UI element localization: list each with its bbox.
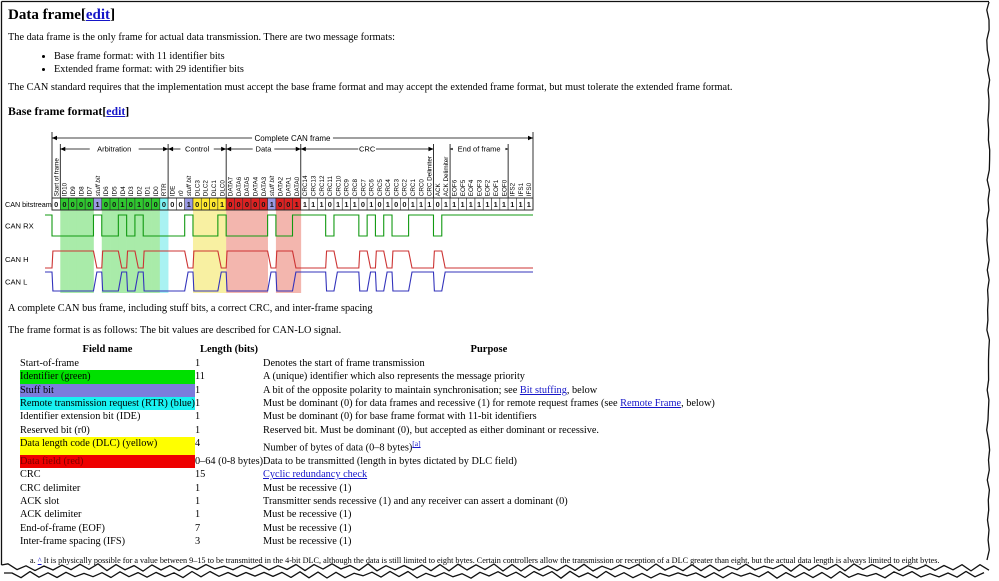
can-h-label: CAN H <box>5 255 29 264</box>
bit-value: 0 <box>236 199 241 209</box>
bit-value: 1 <box>477 199 482 209</box>
purpose-cell <box>263 495 715 508</box>
field-name-cell: End-of-frame (EOF) <box>20 522 105 534</box>
bit-label: DLC2 <box>202 180 210 197</box>
bit-label: IDE <box>169 185 177 197</box>
bit-label: CRC1 <box>410 179 418 197</box>
bit-value: 1 <box>418 199 424 209</box>
bit-value: 0 <box>211 199 216 209</box>
bit-value: 1 <box>443 199 448 209</box>
list-item-base-format: • Base frame format: with 11 identifier bits <box>54 50 999 63</box>
length-cell: 4 <box>194 438 201 450</box>
length-cell: 0–64 (0-8 bytes) <box>194 455 264 467</box>
table-header-row <box>20 343 715 357</box>
bit-value: 1 <box>526 199 531 209</box>
bit-value: 0 <box>178 199 183 209</box>
bit-label: ID10 <box>61 182 69 197</box>
length-cell: 7 <box>194 522 201 534</box>
table-row <box>20 522 715 535</box>
field-name-cell: Identifier extension bit (IDE) <box>20 411 141 423</box>
purpose-text: , below) <box>681 398 715 410</box>
bit-value: 0 <box>203 199 208 209</box>
bit-value: 1 <box>302 199 308 209</box>
table-row <box>20 410 715 423</box>
bit-value: 0 <box>253 199 258 209</box>
footnote-backlink[interactable]: ^ <box>37 556 42 566</box>
header-field-name: Field name <box>82 344 133 355</box>
purpose-cell <box>263 424 715 437</box>
list-item-extended-format: • Extended frame format: with 29 identifier bits <box>54 63 999 76</box>
bit-label: DATA2 <box>277 176 285 197</box>
complete-frame-span <box>52 133 533 144</box>
bit-value: 0 <box>377 199 382 209</box>
bit-label: CRC9 <box>343 179 351 197</box>
purpose-text: Reserved bit. Must be dominant (0), but accepted as either dominant or recessive. <box>263 424 600 436</box>
field-name-cell: ACK delimiter <box>20 509 82 521</box>
bit-value: 1 <box>294 199 299 209</box>
bit-label: ID4 <box>119 186 127 197</box>
bitstream-row-label: CAN bitstream <box>5 199 52 209</box>
bit-value: 0 <box>128 199 133 209</box>
length-cell: 1 <box>194 482 201 494</box>
bit-label: CRC13 <box>310 175 318 197</box>
bit-label: CRC12 <box>318 175 326 197</box>
field-name-cell: Reserved bit (r0) <box>20 424 90 436</box>
edit-bracket-open: [ <box>80 7 86 23</box>
field-name-cell: Data field (red) <box>20 455 195 468</box>
bit-label: DATA5 <box>244 176 252 197</box>
table-row <box>20 384 715 397</box>
svg-text:Arbitration: Arbitration <box>97 144 132 154</box>
length-cell: 3 <box>194 535 201 547</box>
bit-value: 1 <box>311 199 316 209</box>
bit-label: CRC14 <box>302 175 310 197</box>
field-name-cell: ACK slot <box>20 495 60 507</box>
bit-value: 1 <box>319 199 324 209</box>
svg-text:End of frame: End of frame <box>457 144 501 154</box>
purpose-text: Must be dominant (0) for base frame format with 11-bit identifiers <box>263 411 537 423</box>
bit-value: 0 <box>360 199 366 209</box>
length-cell: 1 <box>194 398 201 410</box>
can-l-label: CAN L <box>5 277 28 287</box>
header-purpose: Purpose <box>470 344 508 355</box>
bit-label: EOF2 <box>484 179 492 197</box>
table-row <box>20 535 715 548</box>
format-note: The frame format is as follows: The bit values are described for CAN-LO signal. <box>8 325 342 336</box>
bit-value: 1 <box>352 199 357 209</box>
bit-label: stuff bit <box>186 175 194 197</box>
purpose-text: Denotes the start of frame transmission <box>263 358 425 369</box>
table-row <box>20 357 715 370</box>
bit-label: EOF0 <box>501 179 509 197</box>
field-name-cell: CRC <box>20 469 41 481</box>
purpose-text: Must be recessive (1) <box>263 535 352 547</box>
section-span-crc <box>301 144 434 154</box>
bit-label: ID3 <box>128 186 136 197</box>
bit-value: 1 <box>369 199 374 209</box>
bit-value: 0 <box>145 199 150 209</box>
table-row <box>20 482 715 495</box>
bit-value: 0 <box>54 199 59 209</box>
length-cell: 1 <box>194 384 201 396</box>
bit-label: CRC2 <box>401 179 409 197</box>
bit-label: ID5 <box>111 186 119 197</box>
bit-value: 1 <box>493 199 498 209</box>
bit-label: stuff bit <box>94 175 102 197</box>
bit-value: 0 <box>87 199 92 209</box>
bit-stuffing-link[interactable]: Bit stuffing <box>519 384 567 396</box>
intro-paragraph: The data frame is the only frame for actual data transmission. There are two message formats: <box>8 32 395 43</box>
bit-value: 1 <box>518 199 523 209</box>
purpose-cell <box>263 370 715 383</box>
bit-value: 1 <box>219 199 225 209</box>
diagram-bands <box>60 211 301 294</box>
format-list <box>8 50 999 76</box>
table-row <box>20 508 715 521</box>
bit-value: 1 <box>485 199 490 209</box>
length-cell: 1 <box>194 358 201 369</box>
bit-label: CRC0 <box>418 179 426 197</box>
bit-value: 0 <box>402 199 407 209</box>
purpose-text: Must be recessive (1) <box>263 522 352 534</box>
bit-value: 0 <box>62 199 67 209</box>
bit-label: ID8 <box>78 186 86 197</box>
bit-value: 0 <box>103 199 108 209</box>
purpose-cell <box>263 410 715 423</box>
bit-value: 1 <box>120 199 125 209</box>
edit-bracket-open-2: [ <box>102 104 107 118</box>
bit-label: ID9 <box>70 186 78 197</box>
bit-label: EOF4 <box>468 179 476 197</box>
bit-label: r0 <box>177 190 185 197</box>
table-row <box>20 495 715 508</box>
page-title <box>8 6 999 24</box>
bit-label: IFS0 <box>526 182 534 197</box>
bit-label: DATA7 <box>227 176 235 197</box>
bit-value: 1 <box>336 199 341 209</box>
length-cell: 15 <box>194 469 206 481</box>
bit-value: 1 <box>501 199 507 209</box>
bit-label: ID7 <box>86 186 94 197</box>
bit-label: CRC6 <box>368 179 376 197</box>
bit-value: 0 <box>244 199 249 209</box>
field-name-cell: Inter-frame spacing (IFS) <box>20 535 126 547</box>
bit-label: ACK Delimiter <box>443 156 451 197</box>
footnote-ref <box>412 438 420 448</box>
subheading-text: Base frame format <box>8 104 103 118</box>
bit-label: EOF1 <box>492 179 500 197</box>
fields-table <box>20 343 715 548</box>
bit-label: CRC8 <box>352 179 359 197</box>
bit-label: CRC3 <box>393 179 401 197</box>
field-name-cell: Identifier (green) <box>20 370 195 383</box>
bit-label: ID0 <box>152 186 160 197</box>
edit-bracket-close: ] <box>110 7 116 23</box>
bit-value: 1 <box>385 199 390 209</box>
section-span-data <box>226 144 301 154</box>
table-row <box>20 455 715 468</box>
table-row <box>20 370 715 383</box>
bit-value: 1 <box>344 199 349 209</box>
bit-value: 0 <box>112 199 117 209</box>
length-cell: 1 <box>194 424 201 436</box>
bit-label: ID1 <box>144 186 152 197</box>
svg-text:Control: Control <box>185 144 210 154</box>
purpose-text: A (unique) identifier which also represents the message priority <box>263 371 525 383</box>
footnote-text: It is physically possible for a value between 9–15 to be transmitted in the 4-bit DLC, although the data is still limited to eight bytes. Certain controllers allow the transmission or reception of a DLC greater than eight, but the actual data length is always limited to eight bytes. <box>43 556 940 566</box>
bit-value: 1 <box>186 199 191 209</box>
purpose-cell <box>263 357 715 370</box>
length-cell: 11 <box>194 371 205 383</box>
svg-text:Data: Data <box>255 144 272 154</box>
svg-text:Complete CAN frame: Complete CAN frame <box>254 133 331 143</box>
purpose-cell <box>263 522 715 535</box>
bit-value: 1 <box>410 199 415 209</box>
bit-label: ID6 <box>103 186 111 197</box>
bit-label: EOF5 <box>459 179 467 197</box>
bit-value: 0 <box>435 199 440 209</box>
purpose-cell <box>263 482 715 495</box>
header-length: Length (bits) <box>199 344 259 355</box>
bit-label: EOF6 <box>451 179 459 197</box>
bit-label: DATA3 <box>260 176 268 197</box>
bit-value: 0 <box>70 199 75 209</box>
purpose-text: A bit of the opposite polarity to maintain synchronisation; see <box>263 384 520 396</box>
footnote <box>30 556 999 566</box>
bit-label: CRC10 <box>335 175 343 197</box>
bit-label: DATA4 <box>252 176 260 197</box>
bit-value: 0 <box>261 199 266 209</box>
purpose-text: Must be dominant (0) for data frames and recessive (1) for remote request frames (see <box>263 398 621 410</box>
purpose-text: Number of bytes of data (0–8 bytes) <box>263 442 413 454</box>
section-span-end-of-frame <box>450 144 508 154</box>
bit-label: CRC11 <box>327 176 335 197</box>
purpose-cell <box>263 468 715 481</box>
table-row <box>20 437 715 455</box>
bit-label: CRC Delimiter <box>426 155 434 197</box>
bit-label: DLC0 <box>219 180 227 197</box>
field-name-cell: Start-of-frame <box>20 358 79 369</box>
purpose-cell <box>263 437 715 455</box>
bit-labels <box>53 156 533 196</box>
purpose-cell <box>263 508 715 521</box>
bit-value: 0 <box>153 199 158 209</box>
purpose-cell <box>263 455 715 468</box>
bit-label: EOF3 <box>476 179 484 197</box>
edit-link[interactable]: edit <box>85 7 111 23</box>
diagram-caption: A complete CAN bus frame, including stuff bits, a correct CRC, and inter-frame spacing <box>8 303 373 314</box>
purpose-cell <box>263 535 715 548</box>
bit-label: CRC4 <box>385 179 393 197</box>
bit-value: 0 <box>161 199 167 209</box>
bit-label: ACK <box>434 183 442 197</box>
subheading <box>8 104 999 118</box>
bit-value: 0 <box>228 199 233 209</box>
field-name-cell: Data length code (DLC) (yellow) <box>20 437 195 455</box>
purpose-text: , below <box>566 384 598 396</box>
bit-label: DATA6 <box>235 176 243 197</box>
bit-value: 1 <box>95 199 100 209</box>
edit-link-2[interactable]: edit <box>106 104 126 118</box>
bit-value: 0 <box>170 199 175 209</box>
purpose-text: Must be recessive (1) <box>263 482 352 494</box>
bit-label: CRC5 <box>376 179 384 197</box>
bit-label: stuff bit <box>269 175 277 197</box>
bit-value: 0 <box>327 199 332 209</box>
bitstream-cells <box>52 198 533 210</box>
bit-label: CRC7 <box>360 179 368 197</box>
bit-label: DLC1 <box>211 180 219 197</box>
bit-label: IFS2 <box>509 182 517 197</box>
svg-text:CRC: CRC <box>359 144 376 154</box>
can-rx-label: CAN RX <box>5 221 34 231</box>
bit-value: 1 <box>468 199 473 209</box>
can-frame-diagram <box>0 127 999 295</box>
bit-value: 1 <box>427 199 432 209</box>
remote-frame-link[interactable]: Remote Frame <box>620 398 682 410</box>
table-row <box>20 468 715 481</box>
length-cell: 1 <box>194 411 201 423</box>
table-row <box>20 424 715 437</box>
section-span-arbitration <box>60 144 168 154</box>
footnote-marker: a. <box>30 556 36 566</box>
bit-value: 1 <box>510 199 515 209</box>
bit-value: 1 <box>452 199 457 209</box>
field-name-cell: CRC delimiter <box>20 482 81 494</box>
purpose-cell <box>263 397 715 410</box>
purpose-text: Data to be transmitted (length in bytes dictated by DLC field) <box>263 455 517 467</box>
bit-value: 1 <box>269 199 274 209</box>
bit-label: RTR <box>161 183 169 197</box>
bit-value: 0 <box>277 199 283 209</box>
length-cell: 1 <box>194 509 201 521</box>
purpose-text: Must be recessive (1) <box>263 509 352 521</box>
edit-bracket-close-2: ] <box>125 104 130 118</box>
bit-value: 0 <box>394 199 399 209</box>
field-name-cell: Remote transmission request (RTR) (blue) <box>20 398 195 410</box>
field-name-cell: Stuff bit <box>20 384 195 397</box>
can-frame-figure <box>0 127 545 295</box>
footnote-ref-link[interactable]: [a] <box>412 439 421 449</box>
bit-label: DLC3 <box>194 180 202 197</box>
bit-label: Start of frame <box>53 158 61 197</box>
bit-value: 1 <box>137 199 142 209</box>
bit-label: ID2 <box>136 186 144 197</box>
page-title-text: Data frame <box>8 7 81 23</box>
bit-label: DATA1 <box>285 176 293 197</box>
bit-value: 0 <box>286 199 291 209</box>
length-cell: 1 <box>194 495 201 507</box>
bit-label: IFS1 <box>517 182 525 197</box>
bit-value: 1 <box>460 199 465 209</box>
section-span-control <box>168 144 226 154</box>
standard-note: The CAN standard requires that the implementation must accept the base frame format and may accept the extended frame format, but must tolerate the extended frame format. <box>8 82 733 93</box>
bit-value: 0 <box>78 199 84 209</box>
crc-link[interactable]: Cyclic redundancy check <box>263 469 368 481</box>
bit-label: DATA0 <box>293 176 301 197</box>
purpose-text: Transmitter sends recessive (1) and any receiver can assert a dominant (0) <box>263 495 568 507</box>
bit-value: 0 <box>195 199 200 209</box>
table-row <box>20 397 715 410</box>
purpose-cell <box>263 384 715 397</box>
